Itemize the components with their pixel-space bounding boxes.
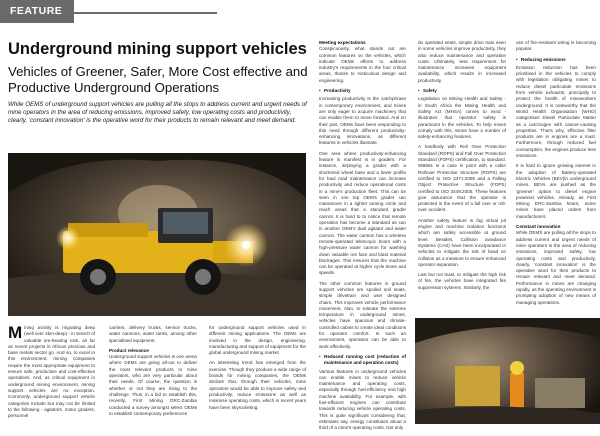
tunnel-illustration [8,153,306,316]
column-5 [418,40,506,295]
col4-paragraph-2: Increasing productivity is the catchphrase in contemporary environment, and mines are only eager to acquire machinery that can enable them to move forward. And on their part, OEMs have been responding to this need through different productivity-enhancing innovations, as different features in vehicles illustrate. [319,96,406,146]
bullet-safety: • Safety [418,88,506,94]
drop-cap: M [8,323,23,342]
col1-paragraph: ining activity is migrating deep (well over 4km-deep) - in search of valuable ore-bearing rock, as far as recent projects in African precious and base metals sector go. And so, to excel in this environment, mining companies require the most appropriate equipment to ensure safe, productive and cost-effective operations. And, as critical equipment in underground mining environment, mining support vehicles are no exception. Commonly, underground support vehicle categories include but may not be limited to the following - agitators, motor graders, personnel [8,325,95,419]
article-subtitle: Vehicles of Greener, Safer, More Cost effective and Productive Underground Operations [8,64,308,95]
column-4 [319,40,406,436]
column-1 [8,325,95,423]
bullet-reduced-running-cost: • Reduced running cost (reduction of maintenance and operation costs) [319,354,406,367]
tunnel-worker-illustration [415,318,600,424]
col4-paragraph-1: Conspicuously, what stands out are common features on the vehicles, which indicate OEMs efforts to address industry's requirements in the four critical areas, thanks to meticulous design and engineering. [319,46,406,83]
col6-paragraph-2: Emission reduction has been prioritised in the vehicles to comply with legislation obligating mines to reduce diesel particulate emissions from vehicle exhausts, principally to protect the health of mineworkers underground. It is noteworthy that the World Health Organisation (WHO) categorises Diesel Particulate Matter as a carcinogen with cancer-causing properties. That's why, effective filter products are in engines are a must. Furthermore, through reduced fuel consumption, the engines produce less emissions. [516,64,596,159]
column-2 [109,325,197,421]
col5-paragraph-4: Another safety feature is fog virtual pit engine and machine isolation functions which are safely accessible at ground level. Besides, Collision avoidance Systems (CAS) have been incorporated in vehicles to mitigate the risk of head on collision as a measure to ensure enhanced operator separation. [418,217,506,267]
article-intro: While OEMS of underground support vehicles are pulling all the stops to address current and urgent needs of mine operators in the area of reducing emissions, improved safety, low operating costs and productivity, clearly, 'constant innovation' is the operative word for their products to remain relevant and meet demand. [8,101,307,125]
underground-worker-photo [415,318,600,424]
header-rule [74,12,217,14]
heading-meeting-expectations: Meeting expectations [319,40,366,45]
article-title: Underground mining support vehicles [8,40,307,58]
col4-paragraph-4: The other common features in ground support vehicles are spoiled soil seats, simple drivetrain and user designed chairs. This improves vehicle performance movement. Also, to tolerate the extreme temperature in underground mines, vehicles have spacious and climate-controlled cabins to create ideal conditions for operator comfort. In such an environment, operators can be able to work effectively. [319,280,406,349]
col2-paragraph-1: carriers, delivery trucks, service trucks, water cannons, water tanks, among other specialised equipment. [109,325,197,343]
col5-paragraph-5: Last but not least, to mitigate the high risk of fire, the vehicles have integrated fire suppression systems. Similarly, the [418,272,506,290]
heading-constant-innovation: Constant innovation [516,224,561,230]
column-6 [516,40,596,310]
mining-vehicle-photo [8,153,306,316]
col5-paragraph-2: Legislation on Mining Health and Safety - in South Africa the Mining Health and Safety Act (MHSA) comes to mind - illustrates that operator safety is paramount in the vehicles. To help mines comply with this, mines have a number of safety-enhancing features. [418,96,506,140]
bullet-reducing-emissions: • Reducing emissions [516,57,596,63]
bullet-productivity: • Productivity [319,88,406,94]
column-3 [209,325,306,415]
col6-paragraph-1: use of fire-resistant wiring is becoming popular. [516,40,596,52]
feature-badge: FEATURE [0,0,74,23]
col4-paragraph-3: One area where productivity-enhancing feature is manifest is in graders. For instance, deploying a grader with a shortened wheel base and a lower profile for haul road maintenance can increase productivity and reduce operational costs in a mine's production fleet. This can be seen in one top OEM's grader can manoeuvre in a tighter turning circle and reach areas that a standard grader cannot. It is hard to to notice that remote operation has become a standard as can in another OEM's dual agitator and water cannon. The water cannon has a wireless remote-operated telescopic boom with a high-pressure water cannon for washing down valuable ore face and blast material blockages. This ensures that the machine can be operated at higher cycle times and speeds. [319,150,406,276]
col4-paragraph-5: Various features in underground vehicles can enable mines to reduce vehicle maintenance and operating costs, especially through fuel-efficiency and high machine availability. For example, with fuel-efficient engines can contribute towards reducing vehicle operating costs. This is quite significant considering that, estimates say, energy constitutes about a third of a mine's operating costs. Not only [319,368,406,431]
col5-paragraph-3: A hardbody with Roll Over Protection Standard (ROPS) and Fall Over Protection Standard (FOPS) certification, to standard. WB661 is a case in point with a cabin Rollover Protective Structure (ROPS) are certified to ISO 3471:2008 and a Falling Object Protective Structure (FOPS) certified to ISO 3449:2005. These features give assurance that the operator is protected in the event of a fall over or roll-over accident. [418,144,506,213]
col2-paragraph-2: Underground support vehicles is one arena where OEMs are going all-out to deliver the most relevant products to mine operators, who are very particular about their needs. Of course, the question is whether or not they are rising to the challenge. Thus, in a bid to establish this, recently, First Mining DRC-Zambia conducted a survey amongst select OEMs to establish contemporary preferences [109,354,197,416]
heading-product-relevance: Product relevance [109,347,149,353]
col3-paragraph-1: for underground support vehicles used in different mining applications. The OEMs are involved in the design, engineering, manufacturing and support of equipment for the global underground mining market. [209,325,306,356]
col5-paragraph-1: do operated seats, simple drive train seen in some vehicles improve productivity, they also reduce maintenance and operation costs. Ultimately, less requirement for maintenance increases equipment availability, which results in increased productivity. [418,40,506,83]
col6-paragraph-4: While OEMS are pulling all the stops to address current and urgent needs of mine operators in the area of reducing emissions, improved safety, low operating costs and productivity, clearly, 'constant innovation' is the operative word for their products to remain relevant and meet demand. Performance in mines are changing rapidly, as the operating environment is prompting adoption of new means of managing operations. [516,230,596,305]
col6-paragraph-3: It is hard to ignore growing interest in the adoption of Battery-operated Electric Vehicles (BEV)in underground mines. BEVs are pushed as the 'greener' option to diesel engine powered vehicles. Already, as First Mining DRC-Zambia hears, some mines have placed orders from manufacturers. [516,163,596,219]
col3-paragraph-2: An interesting trend has emerged from the exercise. Though they produce a wide range of brands for mining companies, the OEMs declare that, through their vehicles, mine operators would be able to improve safety and productivity, reduce emissions as well as minimise operating costs, which in recent years have been skyrocketing. [209,360,306,410]
